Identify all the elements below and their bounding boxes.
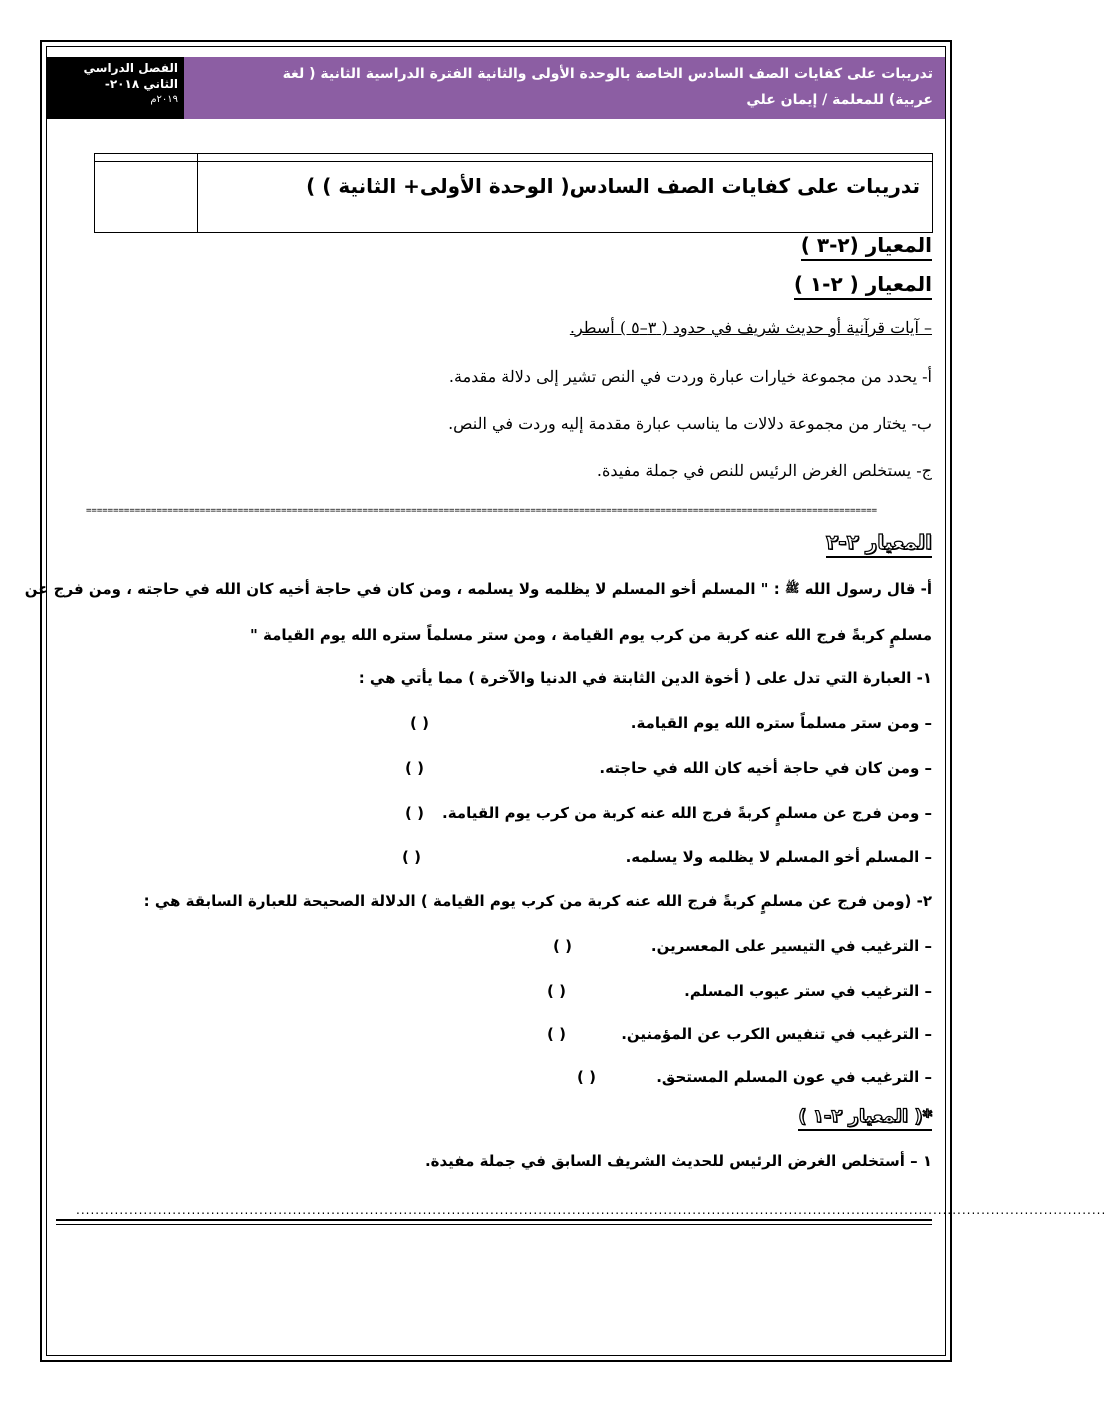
q2-answer-3[interactable]: ( ) (547, 1025, 566, 1043)
q2-answer-1[interactable]: ( ) (553, 937, 572, 955)
q2-answer-2[interactable]: ( ) (547, 982, 566, 1000)
q2-option-1: – الترغيب في التيسير على المعسرين. (650, 937, 932, 955)
divider-2 (56, 1224, 932, 1225)
term-line-1: الفصل الدراسي (83, 61, 178, 75)
hadith-line-1: أ- قال رسول الله ﷺ : " المسلم أخو المسلم لا يظلمه ولا يسلمه ، ومن كان في حاجة أخيه كان الله في حاجته ، ومن فرج عن (24, 580, 932, 598)
term-label (47, 57, 184, 119)
standard-heading-4: *( المعيار ٢-١ ) (798, 1106, 932, 1131)
question-1-prompt: ١- العبارة التي تدل على ( أخوة الدين الثابتة في الدنيا والآخرة ) مما يأتي هي : (358, 669, 932, 687)
standard-heading-1: المعيار (٢-٣ ) (801, 233, 932, 261)
q2-answer-4[interactable]: ( ) (577, 1068, 596, 1086)
q1-option-2: – ومن كان في حاجة أخيه كان الله في حاجته. (599, 759, 932, 777)
q1-option-3: – ومن فرج عن مسلمٍ كربةً فرج الله عنه كربة من كرب يوم القيامة. (442, 804, 932, 822)
standard-heading-3: المعيار ٢-٢ (826, 530, 932, 558)
q1-option-4: – المسلم أخو المسلم لا يظلمه ولا يسلمه. (625, 848, 932, 866)
criteria-c: ج- يستخلص الغرض الرئيس للنص في جملة مفيدة. (596, 461, 932, 480)
q2-option-3: – الترغيب في تنفيس الكرب عن المؤمنين. (621, 1025, 932, 1043)
q1-answer-3[interactable]: ( ) (405, 804, 424, 822)
title-box (94, 153, 933, 233)
pbuh-seal-icon: ﷺ (784, 581, 800, 595)
standard-heading-2: المعيار ( ٢-١ ) (794, 272, 932, 300)
q2-option-2: – الترغيب في ستر عيوب المسلم. (684, 982, 932, 1000)
separator-line: ================================================================================================================================================== (86, 506, 878, 516)
criteria-intro: – آيات قرآنية أو حديث شريف في حدود ( ٣–٥ ) أسطر. (569, 318, 932, 337)
criteria-b: ب- يختار من مجموعة دلالات ما يناسب عبارة مقدمة إليه وردت في النص. (448, 414, 932, 433)
term-line-2: الثاني ٢٠١٨- (104, 77, 178, 91)
q1-answer-4[interactable]: ( ) (402, 848, 421, 866)
question-3: ١ – أستخلص الغرض الرئيس للحديث الشريف السابق في جملة مفيدة. (424, 1152, 932, 1170)
header-title-line-1: تدريبات على كفايات الصف السادس الخاصة بالوحدة الأولى والثانية الفترة الدراسية الثانية ( لغة (282, 66, 933, 82)
question-2-prompt: ٢- (ومن فرج عن مسلمٍ كربةً فرج الله عنه كربة من كرب يوم القيامة ) الدلالة الصحيحة للعبارة السابقة هي : (143, 892, 932, 910)
q1-answer-2[interactable]: ( ) (405, 759, 424, 777)
term-line-3: ٢٠١٩م (150, 94, 178, 105)
divider-1 (56, 1219, 932, 1221)
header-title-line-2: عربية) للمعلمة / إيمان علي (746, 92, 933, 108)
q2-option-4: – الترغيب في عون المسلم المستحق. (656, 1068, 932, 1086)
header-title (184, 57, 945, 119)
answer-line[interactable]: ...................................................................................................................................................................................................................... (76, 1203, 1106, 1217)
q1-option-1: – ومن ستر مسلماً ستره الله يوم القيامة. (630, 714, 932, 732)
q1-answer-1[interactable]: ( ) (410, 714, 429, 732)
criteria-a: أ- يحدد من مجموعة خيارات عبارة وردت في النص تشير إلى دلالة مقدمة. (448, 367, 932, 386)
box-title: تدريبات على كفايات الصف السادس( الوحدة الأولى+ الثانية ) ) (306, 174, 920, 198)
hadith-line-2: مسلمٍ كربةً فرج الله عنه كربة من كرب يوم القيامة ، ومن ستر مسلماً ستره الله يوم القيامة " (249, 626, 932, 644)
